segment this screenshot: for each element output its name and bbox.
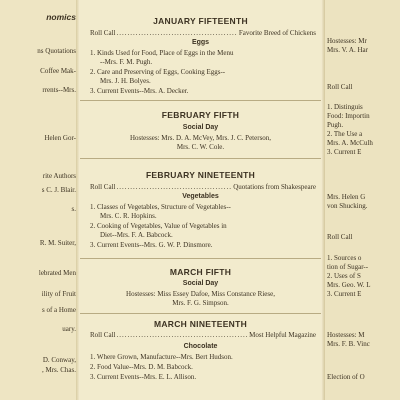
roll-call-value: Most Helpful Magazine — [249, 331, 316, 339]
right-line: Mrs. Geo. W. L — [327, 281, 371, 289]
right-line: 1. Sources o — [327, 254, 362, 262]
right-line: 3. Current E — [327, 290, 362, 298]
program-item: 3. Current Events--Mrs. G. W. P. Dinsmore. — [90, 241, 213, 249]
left-line: lebrated Men — [38, 269, 76, 277]
roll-call-value: Favorite Breed of Chickens — [238, 29, 316, 37]
program-panel — [78, 0, 323, 400]
right-line: Roll Call — [327, 233, 353, 241]
program-item-cont: --Mrs. F. M. Pugh. — [100, 58, 153, 66]
left-line: uary. — [62, 325, 76, 333]
leader-dots — [116, 183, 232, 191]
hostesses-line: Mrs. C. W. Cole. — [176, 143, 225, 151]
right-line: Election of O — [327, 373, 365, 381]
section-subtitle-mar5: Social Day — [182, 280, 219, 287]
left-heading: nomics — [46, 12, 76, 22]
roll-call-feb19 — [90, 183, 316, 191]
right-line: Pugh. — [327, 121, 344, 129]
program-item: 3. Current Events--Mrs. E. L. Allison. — [90, 373, 197, 381]
section-title-mar5: MARCH FIFTH — [169, 267, 232, 277]
roll-call-jan15 — [90, 29, 316, 37]
section-subtitle-feb19: Vegetables — [182, 193, 219, 200]
roll-call-label: Roll Call — [90, 29, 116, 37]
roll-call-mar19 — [90, 331, 316, 339]
section-subtitle-mar19: Chocolate — [183, 343, 218, 350]
left-line: rrents--Mrs. — [42, 86, 76, 94]
left-line: , Mrs. Chas. — [41, 366, 76, 374]
right-line: tion of Sugar-- — [327, 263, 369, 271]
hostesses-line: Mrs. F. G. Simpson. — [172, 299, 229, 307]
left-line: ility of Fruit — [41, 290, 76, 298]
program-item: 3. Current Events--Mrs. A. Decker. — [90, 87, 189, 95]
section-title-feb19: FEBRUARY NINETEENTH — [145, 170, 256, 180]
section-divider — [78, 313, 323, 314]
section-divider — [78, 100, 323, 101]
program-item: 1. Kinds Used for Food, Place of Eggs in the Menu — [90, 49, 234, 57]
section-title-mar19: MARCH NINETEENTH — [153, 319, 248, 329]
roll-call-label: Roll Call — [90, 331, 116, 339]
page-fold — [76, 0, 80, 400]
hostesses-line: Hostesses: Mrs. D. A. McVey, Mrs. J. C. Peterson, — [129, 134, 272, 142]
left-line: s. — [71, 205, 76, 213]
left-line: R. M. Suiter, — [39, 239, 76, 247]
page-fold — [321, 0, 325, 400]
left-line: ns Quotations — [37, 47, 76, 55]
left-panel — [0, 0, 78, 400]
right-line: 3. Current E — [327, 148, 362, 156]
program-item: 2. Cooking of Vegetables, Value of Vegetables in — [90, 222, 227, 230]
right-line: Food: Importin — [327, 112, 370, 120]
section-subtitle-jan15: Eggs — [191, 39, 210, 46]
program-item-cont: Mrs. J. H. Bolyes. — [100, 77, 151, 85]
right-line: Mrs. F. B. Vinc — [327, 340, 370, 348]
section-divider — [78, 158, 323, 159]
program-item-cont: Diet--Mrs. F. A. Babcock. — [100, 231, 173, 239]
left-line: Helen Gor- — [44, 134, 76, 142]
section-title-feb5: FEBRUARY FIFTH — [161, 110, 240, 120]
right-line: Hostesses: Mr — [327, 37, 367, 45]
left-line: Coffee Mak- — [40, 67, 76, 75]
right-line: Mrs. A. McCulh — [327, 139, 373, 147]
right-panel — [323, 0, 400, 400]
roll-call-value: Quotations from Shakespeare — [233, 183, 316, 191]
left-line: s of a Home — [41, 306, 76, 314]
left-line: s C. J. Blair. — [41, 186, 76, 194]
program-item: 1. Where Grown, Manufacture--Mrs. Bert Hudson. — [90, 353, 233, 361]
program-item: 2. Food Value--Mrs. D. M. Babcock. — [90, 363, 193, 371]
right-line: Hostesses: M — [327, 331, 365, 339]
program-item: 2. Care and Preserving of Eggs, Cooking Eggs-- — [90, 68, 226, 76]
right-line: Roll Call — [327, 83, 353, 91]
hostesses-line: Hostesses: Miss Essey Dafoe, Miss Constance Riese, — [126, 290, 275, 298]
right-line: Mrs. V. A. Har — [327, 46, 368, 54]
leader-dots — [116, 29, 237, 37]
right-line: 2. Uses of S — [327, 272, 361, 280]
section-divider — [78, 258, 323, 259]
section-title-jan15: JANUARY FIFTEENTH — [153, 16, 248, 26]
right-line: von Shucking. — [327, 202, 368, 210]
left-line: D. Conway, — [42, 356, 76, 364]
leader-dots — [116, 331, 248, 339]
right-line: 2. The Use a — [327, 130, 363, 138]
left-line: rite Authors — [42, 172, 76, 180]
program-item-cont: Mrs. C. R. Hopkins. — [100, 212, 157, 220]
right-line: 1. Distinguis — [327, 103, 363, 111]
section-subtitle-feb5: Social Day — [182, 124, 219, 131]
right-line: Mrs. Helen G — [327, 193, 366, 201]
program-item: 1. Classes of Vegetables, Structure of Vegetables-- — [90, 203, 231, 211]
roll-call-label: Roll Call — [90, 183, 116, 191]
